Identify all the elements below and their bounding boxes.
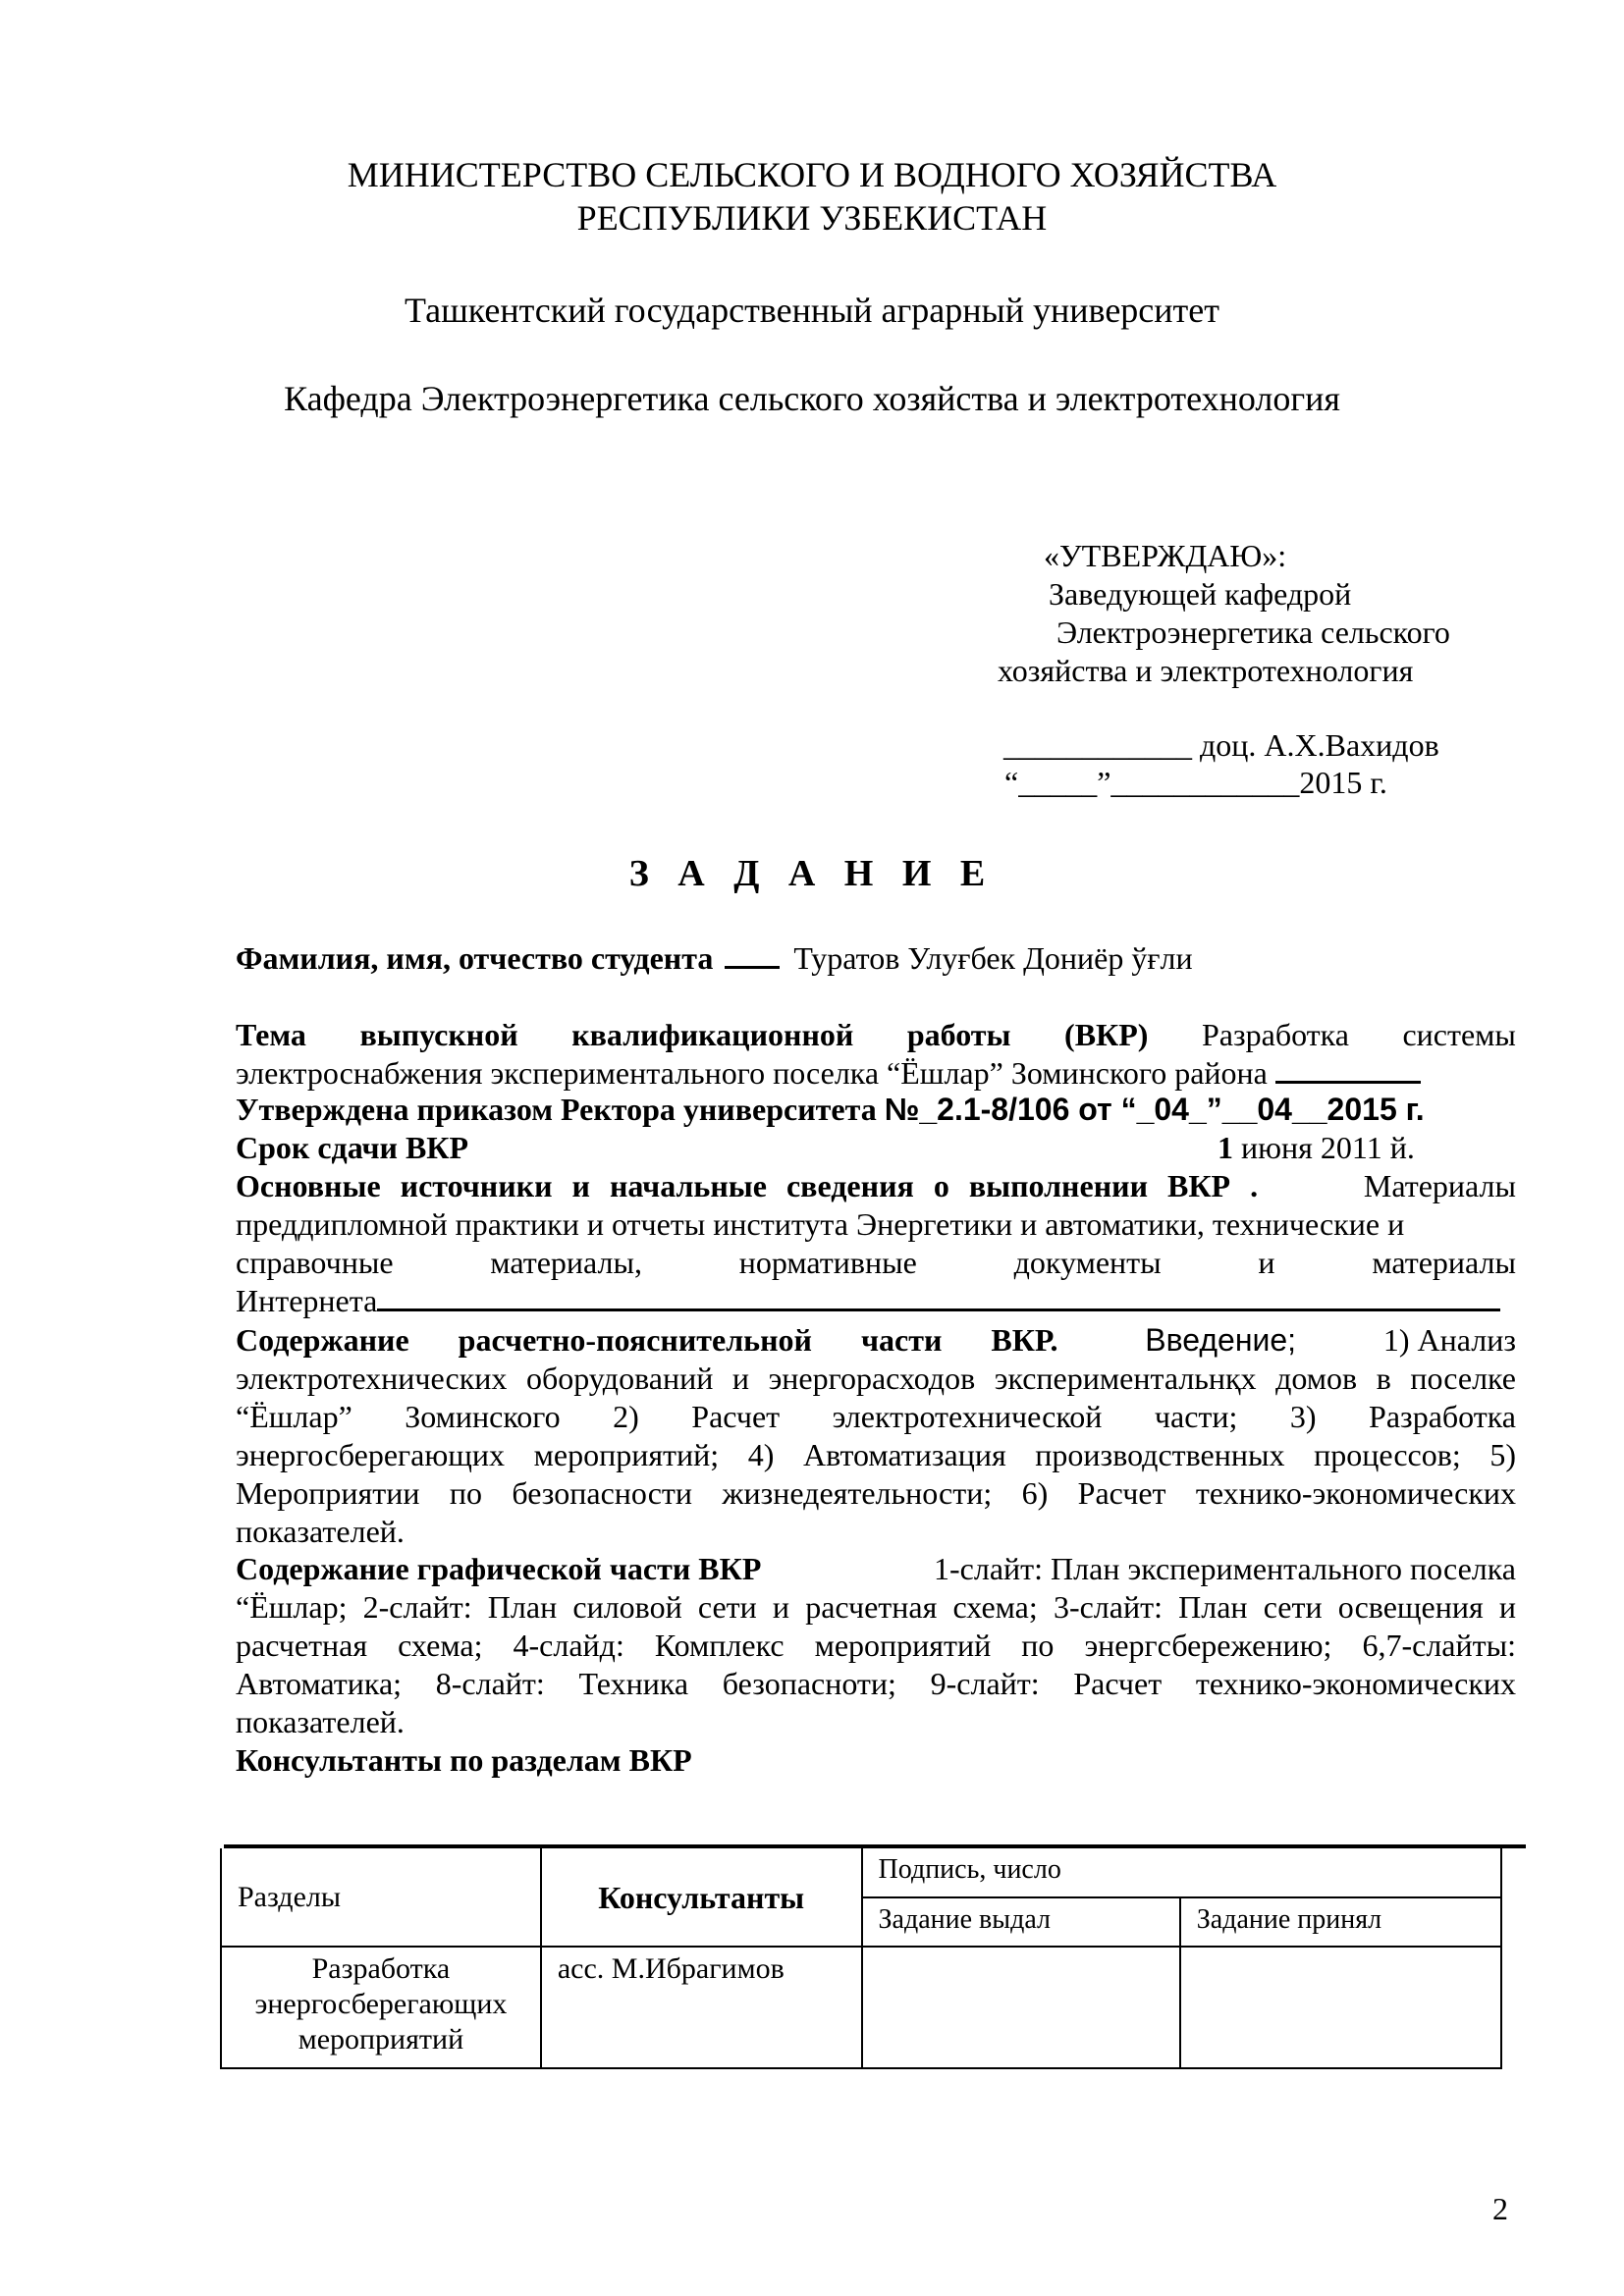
order-field: [236, 1091, 1516, 1129]
topic-line-2: [236, 1054, 1516, 1093]
header-signature: Подпись, число: [862, 1848, 1501, 1897]
order-label: Утверждена приказом Ректора университета: [236, 1092, 885, 1127]
sources-word: справочные: [236, 1245, 394, 1280]
header-accepted: Задание принял: [1180, 1897, 1501, 1947]
content-line-4: энергосберегающих мероприятий; 4) Автоматизация производственных процессов; 5): [236, 1437, 1516, 1472]
deadline-value: [1218, 1129, 1415, 1167]
sources-word: материалы,: [490, 1245, 642, 1280]
content-line-5: Мероприятии по безопасности жизнедеятельности; 6) Расчет технико-экономических: [236, 1475, 1516, 1511]
university-name: Ташкентский государственный аграрный университет: [405, 291, 1219, 330]
approval-date: “_____”____________2015 г.: [1004, 765, 1387, 800]
student-name: Туратов Улуғбек Дониёр ўғли: [793, 940, 1193, 976]
graphics-field: [236, 1550, 1516, 1741]
ministry-line-1: МИНИСТЕРСТВО СЕЛЬСКОГО И ВОДНОГО ХОЗЯЙСТВА: [347, 155, 1277, 194]
sources-line-4: [236, 1282, 1516, 1320]
approval-heading: «УТВЕРЖДАЮ»:: [1044, 538, 1287, 573]
graphics-line-3: расчетная схема; 4-слайд: Комплекс мероприятий по энергсбережению; 6,7-слайты:: [236, 1628, 1516, 1663]
graphics-label: Содержание графической части ВКР: [236, 1551, 762, 1586]
sources-blank-line: [377, 1283, 1500, 1311]
sources-text: Материалы: [1363, 1168, 1516, 1203]
consultants-table: [220, 1848, 1502, 2069]
graphics-text: 1-слайт: План экспериментального поселка: [934, 1551, 1516, 1586]
topic-blank-line: [1275, 1055, 1421, 1084]
graphics-line-5: показателей.: [236, 1704, 405, 1739]
content-line-3: “Ёшлар” Зоминского 2) Расчет электротехнической части; 3) Разработка: [236, 1399, 1516, 1434]
topic-text-word: системы: [1402, 1017, 1516, 1052]
topic-label-word: квалификационной: [571, 1017, 854, 1052]
table-row: [221, 1947, 1501, 2068]
sources-word: и: [1258, 1245, 1275, 1280]
topic-label-word: (ВКР): [1064, 1017, 1149, 1052]
page-number: 2: [1492, 2191, 1508, 2226]
graphics-line-2: “Ёшлар; 2-слайт: План силовой сети и расчетная схема; 3-слайт: План сети освещения и: [236, 1589, 1516, 1625]
content-line-1: [236, 1321, 1516, 1360]
content-label: Содержание расчетно-пояснительной части ВКР.: [236, 1322, 1058, 1358]
deadline-label: Срок сдачи ВКР: [236, 1130, 469, 1165]
cell-section: Разработка энергосберегающих мероприятий: [221, 1947, 541, 2068]
order-number: №_2.1-8/106 от “_04_”__04__2015 г.: [884, 1092, 1425, 1127]
approval-department-2: хозяйства и электротехнология: [998, 653, 1414, 688]
sources-line-2: преддипломной практики и отчеты института Энергетики и автоматики, технические и: [236, 1206, 1405, 1242]
ministry-line-2: РЕСПУБЛИКИ УЗБЕКИСТАН: [576, 198, 1048, 238]
header-issued: Задание выдал: [862, 1897, 1180, 1947]
approval-position: Заведующей кафедрой: [1049, 576, 1352, 612]
graphics-line-4: Автоматика; 8-слайт: Техника безопасноти; 9-слайт: Расчет технико-экономических: [236, 1666, 1516, 1701]
graphics-line-1: [236, 1550, 1516, 1588]
topic-field: [236, 1016, 1516, 1093]
sources-field: [236, 1167, 1516, 1320]
deadline-date: июня 2011 й.: [1233, 1130, 1415, 1165]
topic-label-word: выпускной: [359, 1017, 518, 1052]
cell-accepted: [1180, 1947, 1501, 2068]
student-field: [236, 938, 1516, 978]
content-field: [236, 1321, 1516, 1551]
content-text: 1) Анализ: [1382, 1322, 1516, 1358]
content-line-2: электротехнических оборудований и энергорасходов экспериментальнқх домов в поселке: [236, 1361, 1516, 1396]
header-consultants: Консультанты: [541, 1848, 862, 1947]
sources-word: документы: [1013, 1245, 1162, 1280]
student-blank-line: [725, 938, 780, 969]
topic-label-word: работы: [906, 1017, 1011, 1052]
topic-text-word: Разработка: [1201, 1017, 1349, 1052]
sources-label: Основные источники и начальные сведения о выполнении ВКР .: [236, 1168, 1259, 1203]
sources-line-3: [236, 1244, 1516, 1282]
sources-word: нормативные: [738, 1245, 917, 1280]
topic-line-1: [236, 1016, 1516, 1054]
sources-line-1: [236, 1167, 1516, 1205]
approval-signature: ____________ доц. А.Х.Вахидов: [1003, 727, 1439, 763]
topic-label-word: Тема: [236, 1017, 306, 1052]
document-title: З А Д А Н И Е: [628, 853, 996, 894]
deadline-field: [236, 1129, 1516, 1167]
sources-word: материалы: [1372, 1245, 1516, 1280]
topic-text: электроснабжения экспериментального поселка “Ёшлар” Зоминского района: [236, 1055, 1275, 1091]
department-name: Кафедра Электроэнергетика сельского хозяйства и электротехнология: [284, 379, 1340, 418]
sources-text: Интернета: [236, 1283, 378, 1318]
content-intro: Введение;: [1145, 1322, 1297, 1358]
header-sections: Разделы: [221, 1848, 541, 1947]
student-label: Фамилия, имя, отчество студента: [236, 940, 714, 976]
content-line-6: показателей.: [236, 1514, 405, 1549]
deadline-day: 1: [1218, 1130, 1233, 1165]
cell-issued: [862, 1947, 1180, 2068]
approval-department-1: Электроэнергетика сельского: [1056, 614, 1450, 650]
cell-consultant: асс. М.Ибрагимов: [541, 1947, 862, 2068]
table-header-row-1: [221, 1848, 1501, 1897]
consultants-heading: Консультанты по разделам ВКР: [236, 1742, 692, 1778]
